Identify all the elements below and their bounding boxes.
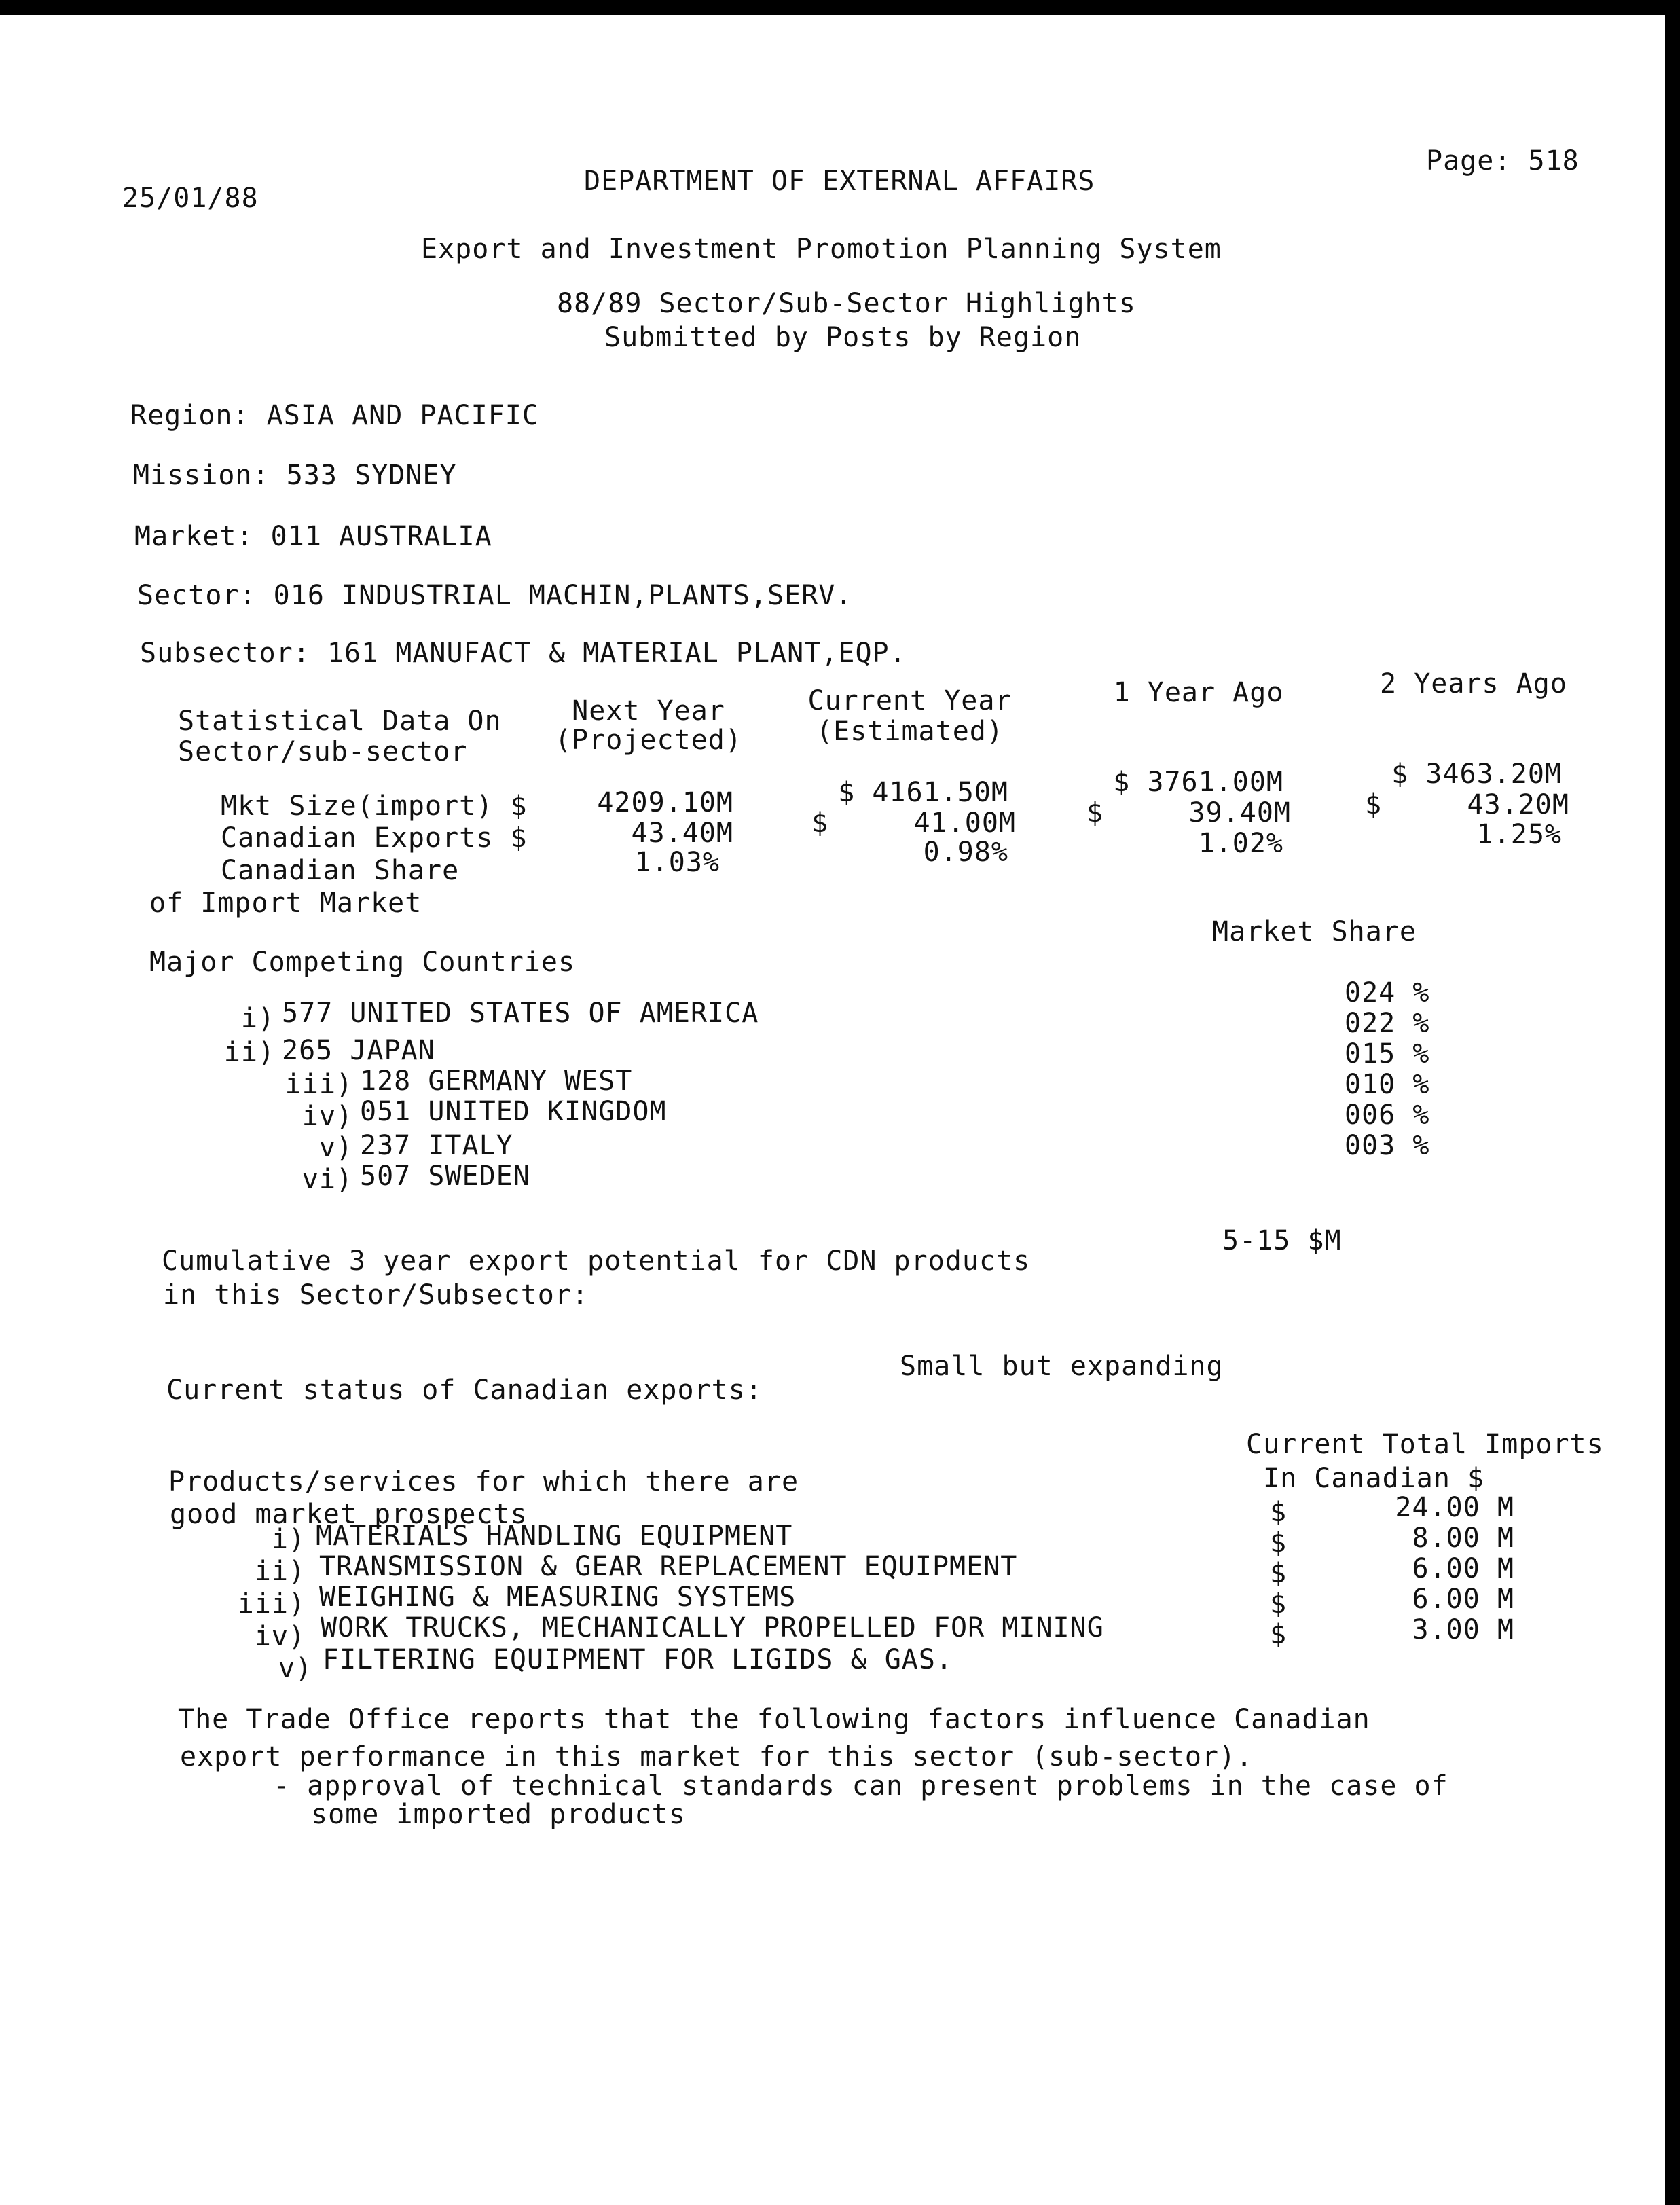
subsector-line: Subsector: 161 MANUFACT & MATERIAL PLANT,EQP. [140, 638, 907, 669]
product-currency: $ [1270, 1588, 1288, 1620]
competitor-share: 003 % [1345, 1130, 1430, 1161]
col-2-years-ago: 2 Years Ago [1380, 668, 1567, 699]
competing-countries-heading: Major Competing Countries [149, 947, 576, 978]
product-currency: $ [1270, 1619, 1288, 1650]
product-name: TRANSMISSION & GEAR REPLACEMENT EQUIPMENT [319, 1551, 1018, 1582]
competitor-num: iii) [285, 1069, 353, 1100]
sector-line: Sector: 016 INDUSTRIAL MACHIN,PLANTS,SERV. [137, 580, 853, 611]
product-amount: 24.00 M [1395, 1492, 1514, 1523]
department-title: DEPARTMENT OF EXTERNAL AFFAIRS [584, 166, 1095, 197]
region-line: Region: ASIA AND PACIFIC [130, 400, 539, 431]
col-next-year-line2: (Projected) [555, 725, 742, 756]
imports-heading-line1: Current Total Imports [1246, 1429, 1604, 1460]
competitor-share: 024 % [1345, 977, 1430, 1008]
mission-line: Mission: 533 SYDNEY [133, 460, 457, 491]
system-title: Export and Investment Promotion Planning System [421, 234, 1222, 265]
export-potential-line1: Cumulative 3 year export potential for CDN products [162, 1245, 1031, 1277]
market-share-heading: Market Share [1212, 916, 1417, 947]
product-currency: $ [1270, 1558, 1288, 1589]
factors-bullet-line1: - approval of technical standards can present problems in the case of [273, 1770, 1448, 1802]
export-potential-value: 5-15 $M [1222, 1225, 1342, 1256]
col-current-year-line2: (Estimated) [816, 716, 1004, 747]
col-next-year-line1: Next Year [572, 695, 725, 727]
share-1-year-ago: 1.02% [1198, 828, 1283, 859]
competitor-name: 051 UNITED KINGDOM [360, 1096, 667, 1127]
product-name: WORK TRUCKS, MECHANICALLY PROPELLED FOR MINING [321, 1612, 1104, 1643]
competitor-name: 128 GERMANY WEST [360, 1065, 633, 1097]
competitor-share: 006 % [1345, 1099, 1430, 1131]
mkt-size-2-years-ago: $ 3463.20M [1391, 759, 1562, 790]
product-currency: $ [1270, 1497, 1288, 1528]
competitor-name: 265 JAPAN [282, 1035, 435, 1066]
factors-bullet-line2: some imported products [311, 1799, 686, 1830]
competitor-share: 015 % [1345, 1038, 1430, 1070]
imports-heading-line2: In Canadian $ [1263, 1463, 1485, 1494]
share-next-year: 1.03% [634, 847, 720, 878]
competitor-name: 237 ITALY [360, 1130, 513, 1161]
col-1-year-ago: 1 Year Ago [1113, 677, 1284, 708]
current-status-label: Current status of Canadian exports: [166, 1374, 763, 1406]
product-name: WEIGHING & MEASURING SYSTEMS [319, 1582, 797, 1613]
row-canadian-share-label: Canadian Share [221, 855, 460, 886]
mkt-size-next-year: 4209.10M [597, 787, 733, 818]
col-current-year-line1: Current Year [807, 685, 1012, 716]
export-potential-line2: in this Sector/Subsector: [163, 1279, 589, 1311]
product-num: iv) [254, 1621, 306, 1652]
product-num: i) [271, 1524, 306, 1555]
competitor-share: 022 % [1345, 1008, 1430, 1039]
products-heading-line1: Products/services for which there are [168, 1466, 799, 1497]
page-number: Page: 518 [1426, 145, 1579, 177]
products-heading-line2: good market prospects [170, 1499, 528, 1530]
competitor-num: i) [240, 1003, 275, 1034]
competitor-num: v) [318, 1132, 353, 1163]
exports-next-year: 43.40M [631, 818, 733, 849]
product-num: iii) [237, 1588, 306, 1620]
exports-2-years-ago: $ 43.20M [1365, 789, 1569, 820]
scan-top-border [0, 0, 1680, 15]
share-2-years-ago: 1.25% [1476, 819, 1562, 850]
product-name: FILTERING EQUIPMENT FOR LIGIDS & GAS. [323, 1644, 953, 1675]
competitor-share: 010 % [1345, 1069, 1430, 1100]
factors-line2: export performance in this market for this sector (sub-sector). [180, 1741, 1254, 1772]
row-mkt-size-label: Mkt Size(import) $ [221, 790, 528, 822]
stats-label-line1: Statistical Data On [178, 706, 502, 737]
report-date: 25/01/88 [122, 183, 259, 214]
current-status-value: Small but expanding [900, 1351, 1224, 1382]
competitor-num: iv) [302, 1101, 353, 1132]
product-num: ii) [254, 1556, 306, 1587]
product-amount: 6.00 M [1412, 1584, 1514, 1615]
row-canadian-share-tail: of Import Market [149, 888, 422, 919]
product-amount: 6.00 M [1412, 1553, 1514, 1584]
competitor-num: ii) [223, 1037, 275, 1068]
row-canadian-exports-label: Canadian Exports $ [221, 822, 528, 854]
product-name: MATERIALS HANDLING EQUIPMENT [316, 1520, 793, 1552]
factors-line1: The Trade Office reports that the following factors influence Canadian [178, 1704, 1370, 1735]
competitor-name: 507 SWEDEN [360, 1161, 530, 1192]
share-current-year: 0.98% [923, 837, 1008, 868]
mkt-size-current-year: $ 4161.50M [838, 777, 1008, 808]
product-currency: $ [1270, 1527, 1288, 1559]
report-title: 88/89 Sector/Sub-Sector Highlights [557, 288, 1136, 319]
product-amount: 8.00 M [1412, 1523, 1514, 1554]
stats-label-line2: Sector/sub-sector [178, 736, 468, 767]
scan-right-border [1665, 0, 1680, 2205]
competitor-name: 577 UNITED STATES OF AMERICA [282, 998, 759, 1029]
product-num: v) [278, 1653, 312, 1684]
competitor-num: vi) [302, 1164, 353, 1195]
market-line: Market: 011 AUSTRALIA [134, 521, 492, 552]
product-amount: 3.00 M [1412, 1614, 1514, 1645]
exports-current-year: $ 41.00M [811, 807, 1016, 839]
mkt-size-1-year-ago: $ 3761.00M [1113, 767, 1283, 798]
exports-1-year-ago: $ 39.40M [1086, 797, 1291, 828]
report-subtitle: Submitted by Posts by Region [604, 322, 1082, 353]
